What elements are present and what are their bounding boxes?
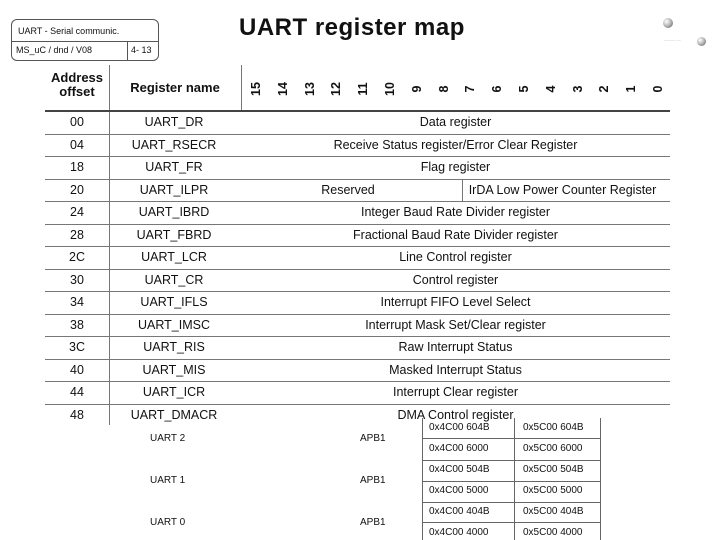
register-name: UART_ILPR — [139, 182, 209, 197]
row-divider — [422, 438, 600, 439]
bit-header — [377, 68, 403, 110]
bit-header — [457, 68, 483, 110]
bus-name: APB1 — [360, 433, 386, 444]
register-offset: 20 — [70, 182, 84, 197]
register-name: UART_FR — [145, 160, 203, 174]
register-name: UART_DR — [144, 115, 204, 129]
bit-number: 0 — [651, 85, 665, 93]
bit-number: 11 — [356, 82, 371, 96]
register-name: UART_DMACR — [130, 407, 218, 422]
bit-header — [431, 68, 457, 110]
bit-header — [404, 68, 430, 110]
bit-number: 10 — [383, 82, 397, 96]
register-name: UART_MIS — [142, 362, 206, 377]
row-divider — [45, 404, 670, 405]
register-name: UART_LCR — [141, 250, 207, 264]
register-row — [45, 179, 670, 202]
bit-number: 4 — [543, 85, 558, 93]
register-row — [45, 336, 670, 359]
register-description: Interrupt Clear register — [392, 385, 519, 399]
address-start: 0x5C00 5000 — [523, 485, 583, 496]
register-row — [45, 201, 670, 224]
bus-name: APB1 — [360, 517, 386, 528]
bit-header — [618, 68, 644, 110]
bit-number: 8 — [436, 85, 451, 93]
row-divider — [45, 291, 670, 292]
register-offset: 24 — [70, 205, 84, 219]
page-title: UART register map — [239, 14, 465, 41]
row-divider — [422, 502, 600, 503]
row-divider — [45, 359, 670, 360]
page-number: 4- 13 — [131, 45, 152, 55]
bit-number: 2 — [597, 85, 612, 93]
bit-number: 7 — [463, 85, 478, 93]
register-offset: 34 — [70, 295, 84, 309]
row-divider — [45, 179, 670, 180]
register-description: Fractional Baud Rate Divider register — [353, 227, 558, 242]
row-divider — [45, 314, 670, 315]
address-end: 0x5C00 504B — [523, 464, 584, 475]
register-description: Flag register — [420, 160, 491, 174]
register-row — [45, 134, 670, 157]
row-divider — [45, 246, 670, 247]
address-start: 0x4C00 4000 — [429, 527, 489, 538]
logo-ball-icon — [697, 37, 706, 46]
reserved-field: Reserved — [321, 182, 375, 197]
address-start: 0x5C00 6000 — [523, 443, 583, 454]
register-row — [45, 111, 670, 134]
bit-header — [511, 68, 537, 110]
logo-ball-icon — [663, 18, 673, 28]
register-description: DMA Control register — [397, 407, 514, 422]
course-title: UART - Serial communic. — [18, 26, 120, 36]
register-row — [45, 246, 670, 269]
row-divider — [45, 134, 670, 135]
register-name: UART_IFLS — [140, 295, 208, 309]
bit-header — [243, 68, 269, 110]
address-map-table — [120, 418, 620, 540]
register-row — [45, 291, 670, 314]
register-name: UART_RIS — [143, 340, 205, 354]
address-end: 0x4C00 404B — [429, 506, 490, 517]
bit-number: 15 — [249, 82, 263, 96]
register-offset: 28 — [70, 227, 84, 242]
bit-number: 1 — [624, 85, 639, 93]
row-divider — [45, 336, 670, 337]
register-row — [45, 359, 670, 382]
address-end: 0x4C00 504B — [429, 464, 490, 475]
bit-divider — [241, 65, 242, 111]
bit-header — [645, 68, 671, 110]
register-row — [45, 314, 670, 337]
register-description: Control register — [412, 272, 499, 287]
register-offset: 3C — [69, 340, 85, 354]
register-description: Masked Interrupt Status — [389, 362, 522, 377]
register-name: UART_FBRD — [136, 227, 212, 242]
register-description: Raw Interrupt Status — [398, 340, 513, 354]
register-row — [45, 269, 670, 292]
row-divider — [45, 381, 670, 382]
address-end: 0x5C00 404B — [523, 506, 584, 517]
uart-name: UART 1 — [150, 475, 186, 486]
field-divider — [462, 179, 463, 202]
address-header-line1: Address — [50, 70, 104, 85]
address-end: 0x4C00 604B — [429, 422, 490, 433]
register-description: Line Control register — [399, 250, 512, 264]
register-offset: 40 — [70, 362, 84, 377]
logo-mark: .......... .... — [664, 37, 681, 42]
bus-name: APB1 — [360, 475, 386, 486]
bit-header — [484, 68, 510, 110]
register-offset: 18 — [70, 160, 84, 174]
bit-number: 5 — [517, 85, 531, 93]
register-name: UART_CR — [144, 272, 204, 287]
register-table — [45, 65, 670, 425]
row-divider — [45, 224, 670, 225]
register-row — [45, 156, 670, 179]
register-name: UART_IBRD — [138, 205, 210, 219]
address-offset-header — [45, 71, 109, 99]
register-offset: 00 — [70, 115, 84, 129]
uart-name: UART 2 — [150, 433, 186, 444]
uart-name: UART 0 — [150, 517, 186, 528]
vertical-divider — [600, 418, 601, 540]
register-name: UART_ICR — [142, 385, 206, 399]
address-end: 0x5C00 604B — [523, 422, 584, 433]
register-offset: 44 — [70, 385, 84, 399]
address-header-line2: offset — [59, 84, 95, 99]
course-code: MS_uC / dnd / V08 — [16, 45, 93, 55]
bit-header — [565, 68, 591, 110]
bit-number: 12 — [329, 82, 344, 96]
row-divider — [422, 481, 600, 482]
register-name-header: Register name — [130, 80, 220, 95]
register-offset: 2C — [69, 250, 85, 264]
register-name: UART_RSECR — [131, 137, 217, 152]
register-offset: 04 — [70, 137, 84, 152]
logo — [660, 18, 710, 48]
header-box — [11, 19, 159, 61]
address-start: 0x5C00 4000 — [523, 527, 583, 538]
row-divider — [422, 460, 600, 461]
register-description: Integer Baud Rate Divider register — [361, 205, 550, 219]
row-divider — [45, 269, 670, 270]
address-start: 0x4C00 6000 — [429, 443, 489, 454]
row-divider — [422, 522, 600, 523]
register-offset: 30 — [70, 272, 84, 287]
address-start: 0x4C00 5000 — [429, 485, 489, 496]
bit-header — [323, 68, 349, 110]
bit-number: 3 — [570, 85, 585, 93]
register-description: Receive Status register/Error Clear Register — [333, 137, 578, 152]
register-offset: 38 — [70, 317, 84, 332]
bit-header — [538, 68, 564, 110]
register-offset: 48 — [70, 407, 84, 422]
bit-header — [350, 68, 376, 110]
register-row — [45, 381, 670, 404]
bit-header — [270, 68, 296, 110]
bit-header — [297, 68, 323, 110]
bit-number: 6 — [490, 85, 505, 93]
register-name: UART_IMSC — [137, 317, 210, 332]
header-separator — [127, 41, 128, 60]
register-description: Data register — [419, 115, 492, 129]
bit-header — [591, 68, 617, 110]
bit-number: 9 — [409, 85, 424, 93]
register-description: Interrupt FIFO Level Select — [380, 295, 531, 309]
bit-number: 13 — [302, 82, 317, 96]
row-divider — [45, 201, 670, 202]
bit-number: 14 — [275, 82, 290, 96]
register-row — [45, 224, 670, 247]
row-divider — [45, 156, 670, 157]
register-description: Interrupt Mask Set/Clear register — [365, 317, 546, 332]
header-divider — [12, 41, 158, 42]
register-description: IrDA Low Power Counter Register — [468, 182, 657, 197]
